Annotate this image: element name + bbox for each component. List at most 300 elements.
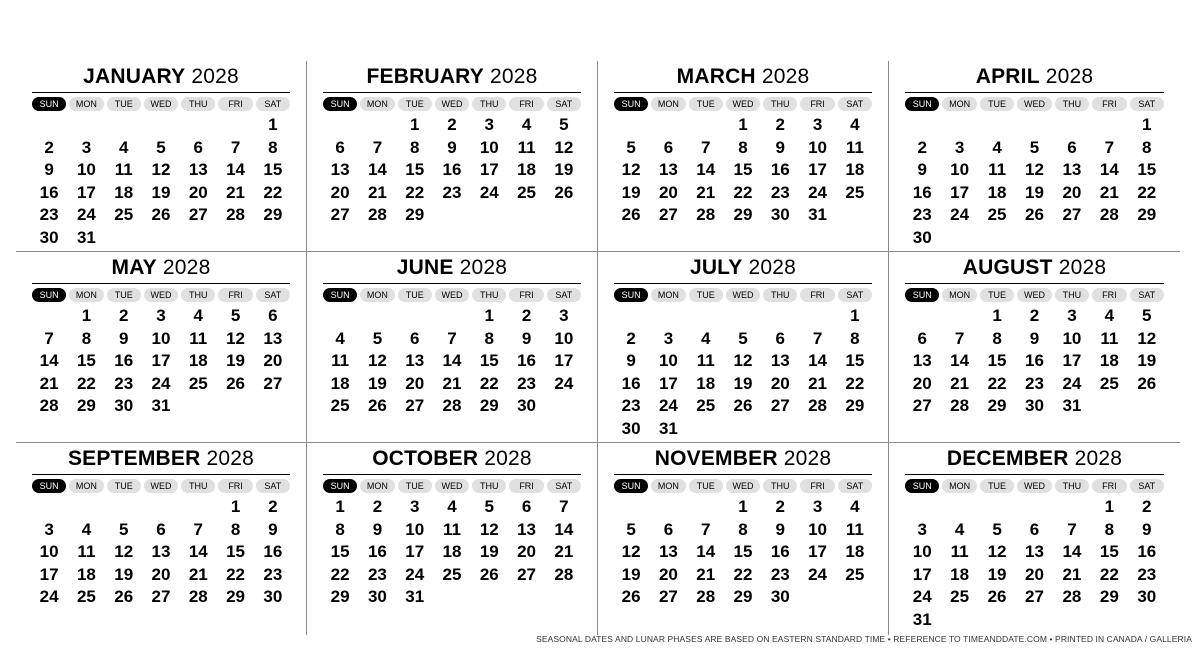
weekday-label-fri: FRI [800,479,834,493]
day-cell: 17 [76,182,96,202]
day-cell: 1 [335,497,345,516]
weekday-header [614,479,872,493]
day-cell: 26 [1137,373,1157,393]
day-blank [614,114,648,137]
month-divider [323,474,581,475]
day-cell: 26 [554,182,574,202]
month-april [889,61,1180,252]
weekday-label-fri: FRI [1092,479,1126,493]
month-year: 2028 [1052,256,1107,279]
day-cell: 6 [521,497,532,516]
day-blank [360,305,394,328]
day-cell: 23 [517,373,537,393]
day-cell: 3 [812,115,823,134]
day-cell: 6 [1029,519,1040,539]
day-cell: 30 [1025,396,1044,415]
day-cell: 2 [917,137,927,157]
day-cell: 25 [188,373,208,393]
day-cell: 7 [1067,519,1077,539]
day-cell: 5 [559,115,569,134]
day-cell: 3 [917,519,927,539]
weekday-header [32,288,290,302]
day-cell: 2 [447,115,457,134]
weekday-label-wed: WED [144,479,178,493]
month-divider [614,283,872,284]
month-divider [32,474,290,475]
day-cell: 10 [479,137,499,157]
weekday-label-thu: THU [763,97,797,111]
day-cell: 14 [554,519,574,539]
day-cell: 20 [658,182,678,202]
day-cell: 23 [367,564,387,584]
day-cell: 4 [335,328,345,348]
day-cell: 10 [1062,328,1082,348]
weekday-label-sun: SUN [32,97,66,111]
weekday-label-thu: THU [763,479,797,493]
day-cell: 25 [330,396,350,415]
day-cell: 5 [626,519,636,539]
day-cell: 3 [954,137,965,157]
weekday-header [323,479,581,493]
day-cell: 10 [554,328,574,348]
day-cell: 21 [696,564,716,584]
month-name: JANUARY [83,65,186,88]
day-cell: 30 [770,587,790,606]
day-cell: 26 [987,587,1007,606]
day-blank [651,496,685,519]
day-cell: 31 [151,396,171,415]
day-cell: 13 [1062,160,1082,179]
day-cell: 22 [479,373,499,393]
day-cell: 14 [950,351,970,370]
day-cell: 23 [1025,373,1044,393]
day-blank [1017,114,1051,137]
month-year: 2028 [777,447,832,470]
weekday-label-sun: SUN [32,479,66,493]
day-blank [1055,114,1089,137]
day-cell: 8 [850,328,860,348]
weekday-label-fri: FRI [1092,288,1126,302]
day-grid [905,305,1164,418]
day-blank [398,305,432,328]
day-cell: 26 [479,564,499,584]
day-cell: 1 [738,115,748,134]
day-cell: 11 [845,137,864,157]
month-name: DECEMBER [946,447,1069,470]
day-cell: 5 [1142,306,1152,325]
day-blank [800,305,834,328]
day-cell: 29 [733,205,753,224]
day-cell: 19 [554,160,574,179]
day-cell: 23 [39,205,59,224]
day-cell: 26 [151,205,171,224]
day-cell: 16 [263,542,283,561]
day-cell: 19 [621,564,641,584]
day-cell: 22 [405,182,425,202]
day-cell: 28 [442,396,462,415]
day-cell: 30 [367,587,387,606]
weekday-label-tue: TUE [689,97,723,111]
day-cell: 21 [554,542,574,561]
day-cell: 10 [405,519,425,539]
day-cell: 19 [987,564,1007,584]
day-blank [689,305,723,328]
day-cell: 8 [230,519,241,539]
month-july [598,252,889,443]
day-cell: 24 [39,587,59,606]
day-blank [980,496,1014,519]
day-blank [980,114,1014,137]
day-grid [323,496,581,609]
day-cell: 2 [521,306,532,325]
month-december [889,443,1180,635]
month-year: 2028 [755,65,810,88]
day-grid [614,496,872,609]
day-cell: 11 [845,519,864,539]
month-name: NOVEMBER [654,447,778,470]
day-blank [144,114,178,137]
month-title [905,256,1164,280]
day-cell: 10 [39,542,59,561]
day-cell: 12 [226,328,246,348]
day-cell: 12 [554,137,574,157]
day-cell: 9 [775,519,786,539]
day-cell: 9 [775,137,786,157]
day-blank [1092,114,1126,137]
day-cell: 13 [658,542,678,561]
day-cell: 22 [330,564,350,584]
day-cell: 25 [1099,373,1119,393]
weekday-label-sun: SUN [323,288,357,302]
weekday-label-sun: SUN [614,97,648,111]
day-cell: 31 [1062,396,1082,415]
weekday-label-fri: FRI [509,288,543,302]
day-cell: 12 [733,351,753,370]
day-cell: 11 [950,542,969,561]
day-cell: 28 [696,205,716,224]
month-name: JUNE [396,256,454,279]
month-year: 2028 [483,65,538,88]
day-blank [144,496,178,519]
month-name: MAY [111,256,157,279]
day-grid [614,305,872,440]
day-cell: 5 [992,519,1002,539]
day-cell: 29 [226,587,246,606]
day-cell: 19 [621,182,641,202]
day-cell: 2 [372,497,383,516]
weekday-label-mon: MON [69,97,103,111]
weekday-label-tue: TUE [398,288,432,302]
weekday-label-thu: THU [181,479,215,493]
weekday-label-wed: WED [726,288,760,302]
day-cell: 22 [1099,564,1119,584]
day-cell: 27 [658,205,678,224]
day-cell: 31 [76,227,96,247]
month-name: AUGUST [962,256,1053,279]
day-cell: 10 [808,137,828,157]
month-title [32,447,290,471]
weekday-label-sat: SAT [547,288,581,302]
day-cell: 29 [76,396,96,415]
day-cell: 11 [331,351,350,370]
day-cell: 25 [114,205,134,224]
day-cell: 18 [950,564,970,584]
day-cell: 31 [658,418,678,438]
weekday-header [905,288,1164,302]
day-cell: 30 [1137,587,1157,606]
day-cell: 23 [770,182,790,202]
day-cell: 7 [372,137,383,157]
day-cell: 19 [114,564,134,584]
day-cell: 5 [156,137,166,157]
day-cell: 20 [263,351,283,370]
day-blank [726,305,760,328]
day-cell: 12 [1137,328,1157,348]
day-cell: 6 [663,519,674,539]
day-cell: 24 [1062,373,1082,393]
weekday-label-wed: WED [1017,288,1051,302]
day-cell: 24 [808,182,828,202]
day-cell: 12 [367,351,387,370]
day-cell: 15 [845,351,865,370]
month-divider [905,92,1164,93]
month-divider [905,474,1164,475]
day-blank [107,496,141,519]
day-cell: 8 [81,328,92,348]
day-cell: 24 [554,373,574,393]
day-cell: 26 [621,205,641,224]
day-grid [323,305,581,418]
day-blank [1017,496,1051,519]
day-cell: 11 [189,328,208,348]
day-blank [905,305,939,328]
day-cell: 27 [517,564,537,584]
day-cell: 23 [442,182,462,202]
day-cell: 24 [151,373,171,393]
day-cell: 6 [663,137,674,157]
weekday-label-mon: MON [69,479,103,493]
day-cell: 10 [950,160,970,179]
day-cell: 12 [621,160,641,179]
day-cell: 20 [658,564,678,584]
day-cell: 7 [812,328,823,348]
day-cell: 11 [114,160,133,179]
day-cell: 13 [770,351,790,370]
day-cell: 13 [151,542,171,561]
weekday-label-thu: THU [472,97,506,111]
weekday-label-wed: WED [1017,97,1051,111]
day-cell: 30 [517,396,537,415]
day-cell: 21 [1099,182,1119,202]
weekday-label-sun: SUN [905,479,939,493]
weekday-header [32,97,290,111]
day-cell: 11 [443,519,461,539]
day-cell: 5 [230,306,241,325]
day-cell: 25 [442,564,462,584]
day-cell: 16 [1137,542,1157,561]
weekday-label-mon: MON [651,479,685,493]
month-name: FEBRUARY [366,65,484,88]
day-cell: 22 [1137,182,1157,202]
day-cell: 7 [193,519,204,539]
day-cell: 8 [335,519,345,539]
day-cell: 9 [917,160,927,179]
month-year: 2028 [200,447,255,470]
day-cell: 29 [1099,587,1119,606]
day-blank [323,114,357,137]
day-cell: 18 [1099,351,1119,370]
weekday-label-sat: SAT [1130,288,1164,302]
day-cell: 3 [484,115,495,134]
day-cell: 22 [733,564,753,584]
month-name: MARCH [676,65,756,88]
weekday-label-sun: SUN [32,288,66,302]
weekday-label-tue: TUE [980,479,1014,493]
day-cell: 8 [1104,519,1115,539]
weekday-label-mon: MON [651,288,685,302]
month-october [307,443,598,635]
day-cell: 4 [193,306,204,325]
day-cell: 14 [1099,160,1119,179]
day-cell: 15 [226,542,246,561]
day-cell: 4 [954,519,965,539]
day-cell: 16 [912,182,932,202]
day-cell: 20 [1062,182,1082,202]
day-cell: 24 [912,587,932,606]
day-blank [942,305,976,328]
weekday-label-thu: THU [472,288,506,302]
day-cell: 24 [658,396,678,415]
day-cell: 3 [409,497,420,516]
weekday-label-sat: SAT [256,479,290,493]
day-cell: 5 [118,519,129,539]
day-cell: 18 [696,373,716,393]
weekday-label-fri: FRI [218,97,252,111]
day-cell: 16 [770,160,790,179]
weekday-label-fri: FRI [509,479,543,493]
day-cell: 29 [987,396,1007,415]
day-cell: 15 [330,542,350,561]
day-blank [69,496,103,519]
day-cell: 25 [845,564,865,584]
day-cell: 13 [405,351,425,370]
day-blank [905,496,939,519]
day-grid [323,114,581,227]
day-grid [905,496,1164,631]
weekday-label-tue: TUE [107,288,141,302]
day-cell: 11 [988,160,1007,179]
day-cell: 13 [330,160,350,179]
weekday-label-tue: TUE [398,479,432,493]
day-cell: 1 [850,306,860,325]
day-cell: 14 [367,160,387,179]
day-cell: 23 [263,564,283,584]
day-cell: 20 [405,373,425,393]
day-cell: 21 [39,373,59,393]
day-cell: 13 [1025,542,1044,561]
day-cell: 21 [367,182,387,202]
month-year: 2028 [1039,65,1094,88]
weekday-label-sat: SAT [1130,97,1164,111]
day-cell: 23 [912,205,932,224]
day-cell: 2 [1142,497,1152,516]
day-cell: 15 [479,351,499,370]
day-cell: 8 [1142,137,1152,157]
day-cell: 30 [263,587,283,606]
day-cell: 18 [76,564,96,584]
weekday-label-wed: WED [435,288,469,302]
day-cell: 16 [517,351,537,370]
day-cell: 17 [479,160,499,179]
day-cell: 4 [992,137,1002,157]
weekday-label-sat: SAT [256,288,290,302]
day-cell: 13 [658,160,678,179]
day-grid [905,114,1164,249]
day-cell: 28 [39,396,59,415]
weekday-label-tue: TUE [980,97,1014,111]
month-divider [614,474,872,475]
day-cell: 15 [1099,542,1119,561]
day-cell: 14 [39,351,59,370]
day-cell: 26 [1025,205,1044,224]
weekday-label-fri: FRI [800,288,834,302]
day-cell: 8 [738,519,748,539]
day-cell: 26 [114,587,134,606]
month-divider [32,283,290,284]
day-cell: 22 [263,182,283,202]
weekday-label-wed: WED [144,97,178,111]
day-cell: 7 [230,137,241,157]
day-cell: 30 [770,205,790,224]
day-cell: 27 [912,396,932,415]
day-cell: 21 [696,182,716,202]
day-grid [32,114,290,249]
weekday-label-sat: SAT [838,479,872,493]
weekday-label-wed: WED [435,479,469,493]
day-cell: 11 [696,351,715,370]
day-cell: 27 [1025,587,1044,606]
day-blank [360,114,394,137]
day-cell: 23 [770,564,790,584]
month-title [32,256,290,280]
weekday-label-sat: SAT [838,97,872,111]
day-cell: 19 [367,373,387,393]
day-cell: 17 [554,351,574,370]
day-cell: 19 [1137,351,1157,370]
day-cell: 10 [912,542,932,561]
month-november [598,443,889,635]
weekday-label-tue: TUE [689,288,723,302]
day-cell: 20 [770,373,790,393]
day-cell: 12 [1025,160,1044,179]
day-cell: 9 [372,519,383,539]
day-cell: 31 [912,609,932,629]
day-cell: 20 [517,542,537,561]
day-cell: 8 [409,137,420,157]
day-cell: 27 [405,396,425,415]
day-cell: 21 [226,182,246,202]
day-cell: 2 [626,328,636,348]
day-cell: 29 [479,396,499,415]
day-cell: 19 [479,542,499,561]
day-cell: 29 [405,205,425,224]
month-year: 2028 [1068,447,1123,470]
day-cell: 2 [775,497,786,516]
day-cell: 21 [188,564,208,584]
day-cell: 8 [484,328,495,348]
day-cell: 15 [263,160,283,179]
month-year: 2028 [453,256,508,279]
